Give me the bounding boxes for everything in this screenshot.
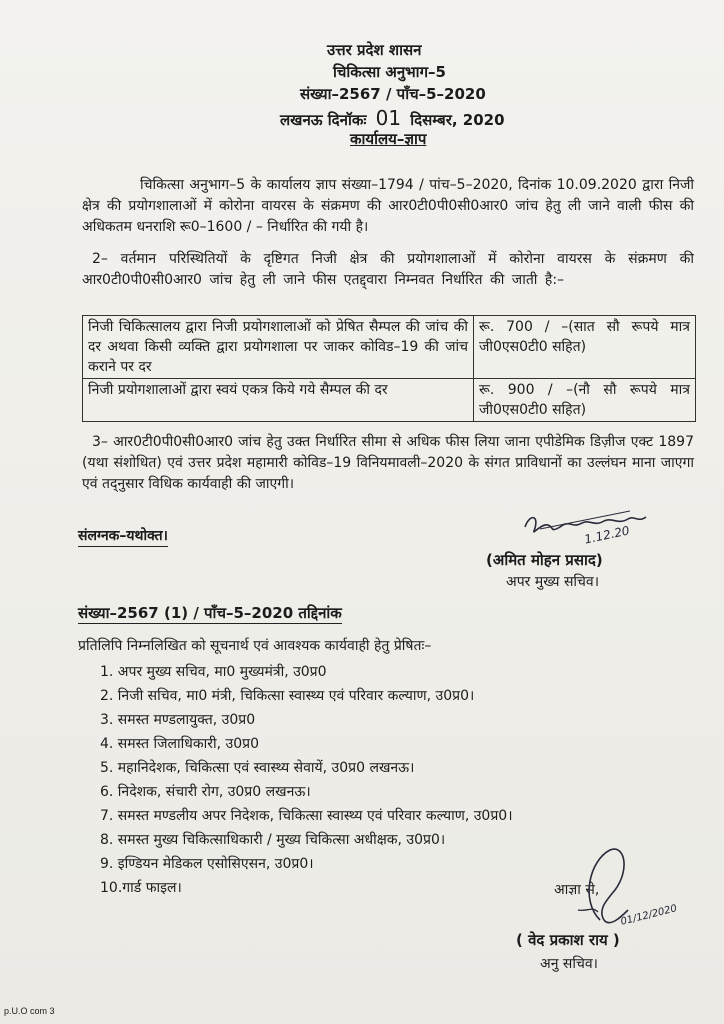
signatory-1-designation: अपर मुख्य सचिव। <box>506 574 600 590</box>
paragraph-1: चिकित्सा अनुभाग–5 के कार्यालय ज्ञाप संख्या–1794 / पांच–5–2020, दिनांक 10.09.2020 द्वारा निजी क्षेत्र की प्रयोगशालाओं में कोरोना वायरस के संक्रमण की आर0टी0पी0सी0आर0 जांच हेतु ली जाने वाली फीस की अधिकतम धनराशि रू0–1600 / – निर्धारित की गयी है। <box>82 177 694 235</box>
signatory-1-name: (अमित मोहन प्रसाद) <box>486 551 603 569</box>
date-prefix: लखनऊ दिनॉकः <box>280 111 367 129</box>
signatory-2-name: ( वेद प्रकाश राय ) <box>516 931 620 949</box>
list-item: 10.गार्ड फाइल। <box>100 880 182 896</box>
footer-code: p.U.O com 3 <box>4 1006 55 1016</box>
copy-to-intro: प्रतिलिपि निम्नलिखित को सूचनार्थ एवं आवश्यक कार्यवाही हेतु प्रेषितः– <box>78 638 432 654</box>
memo-type: कार्यालय–ज्ञाप <box>350 130 427 148</box>
rate-amount: रू. 700 / –(सात सौ रूपये मात्र जी0एस0टी0 सहित) <box>474 316 696 379</box>
endorsement-number: संख्या–2567 (1) / पाँच–5–2020 तद्दिनांक <box>78 604 342 622</box>
list-item: 2. निजी सचिव, मा0 मंत्री, चिकित्सा स्वास्थ्य एवं परिवार कल्याण, उ0प्र0। <box>100 688 475 704</box>
signature-2-date: 01/12/2020 <box>619 903 679 928</box>
paragraph-3: 3– आर0टी0पी0सी0आर0 जांच हेतु उक्त निर्धारित सीमा से अधिक फीस लिया जाना एपीडेमिक डिज़ीज एक्ट 1897 (यथा संशोधित) एवं उत्तर प्रदेश महामारी कोविड–19 विनियमावली–2020 के संगत प्राविधानों का उल्लंघन माना जाएगा एवं तद्नुसार विधिक कार्यवाही की जाएगी। <box>82 434 694 492</box>
list-item: 7. समस्त मण्डलीय अपर निदेशक, चिकित्सा स्वास्थ्य एवं परिवार कल्याण, उ0प्र0। <box>100 808 513 824</box>
date-day: 01 <box>375 106 402 130</box>
table-row <box>83 316 696 379</box>
rate-description: निजी प्रयोगशालाओं द्वारा स्वयं एकत्र किये गये सैम्पल की दर <box>83 379 474 422</box>
by-order-text: आज्ञा से, <box>554 882 600 898</box>
list-item: 9. इण्डियन मेडिकल एसोसिएसन, उ0प्र0। <box>100 856 314 872</box>
signature-1-date: 1.12.20 <box>583 523 631 547</box>
govt-heading: उत्तर प्रदेश शासन <box>327 41 422 59</box>
memo-date-line <box>280 106 505 130</box>
list-item: 3. समस्त मण्डलायुक्त, उ0प्र0 <box>100 712 256 728</box>
list-item: 8. समस्त मुख्य चिकित्साधिकारी / मुख्य चिकित्सा अधीक्षक, उ0प्र0। <box>100 832 446 848</box>
rate-amount: रू. 900 / –(नौ सौ रूपये मात्र जी0एस0टी0 सहित) <box>474 379 696 422</box>
paragraph-2: 2– वर्तमान परिस्थितियों के दृष्टिगत निजी क्षेत्र की प्रयोगशालाओं में कोरोना वायरस के संक्रमण की आर0टी0पी0सी0आर0 जांच हेतु ली जाने फीस एतद्द्वारा निम्नवत निर्धारित की जाती है:– <box>82 251 694 288</box>
date-rest: दिसम्बर, 2020 <box>410 111 505 129</box>
rates-table <box>82 315 696 422</box>
enclosure-note: संलग्नक–यथोक्त। <box>78 526 168 547</box>
table-row <box>83 379 696 422</box>
list-item: 6. निदेशक, संचारी रोग, उ0प्र0 लखनऊ। <box>100 784 311 800</box>
memo-number: संख्या–2567 / पाँच–5–2020 <box>300 85 486 103</box>
rate-description: निजी चिकित्सालय द्वारा निजी प्रयोगशालाओं को प्रेषित सैम्पल की जांच की दर अथवा किसी व्यक्ति द्वारा प्रयोगशाला पर जाकर कोविड–19 की जांच कराने पर दर <box>83 316 474 379</box>
list-item: 1. अपर मुख्य सचिव, मा0 मुख्यमंत्री, उ0प्र0 <box>100 664 327 680</box>
list-item: 4. समस्त जिलाधिकारी, उ0प्र0 <box>100 736 259 752</box>
list-item: 5. महानिदेशक, चिकित्सा एवं स्वास्थ्य सेवायें, उ0प्र0 लखनऊ। <box>100 760 415 776</box>
section-heading: चिकित्सा अनुभाग–5 <box>333 63 446 81</box>
signatory-2-designation: अनु सचिव। <box>540 956 598 972</box>
